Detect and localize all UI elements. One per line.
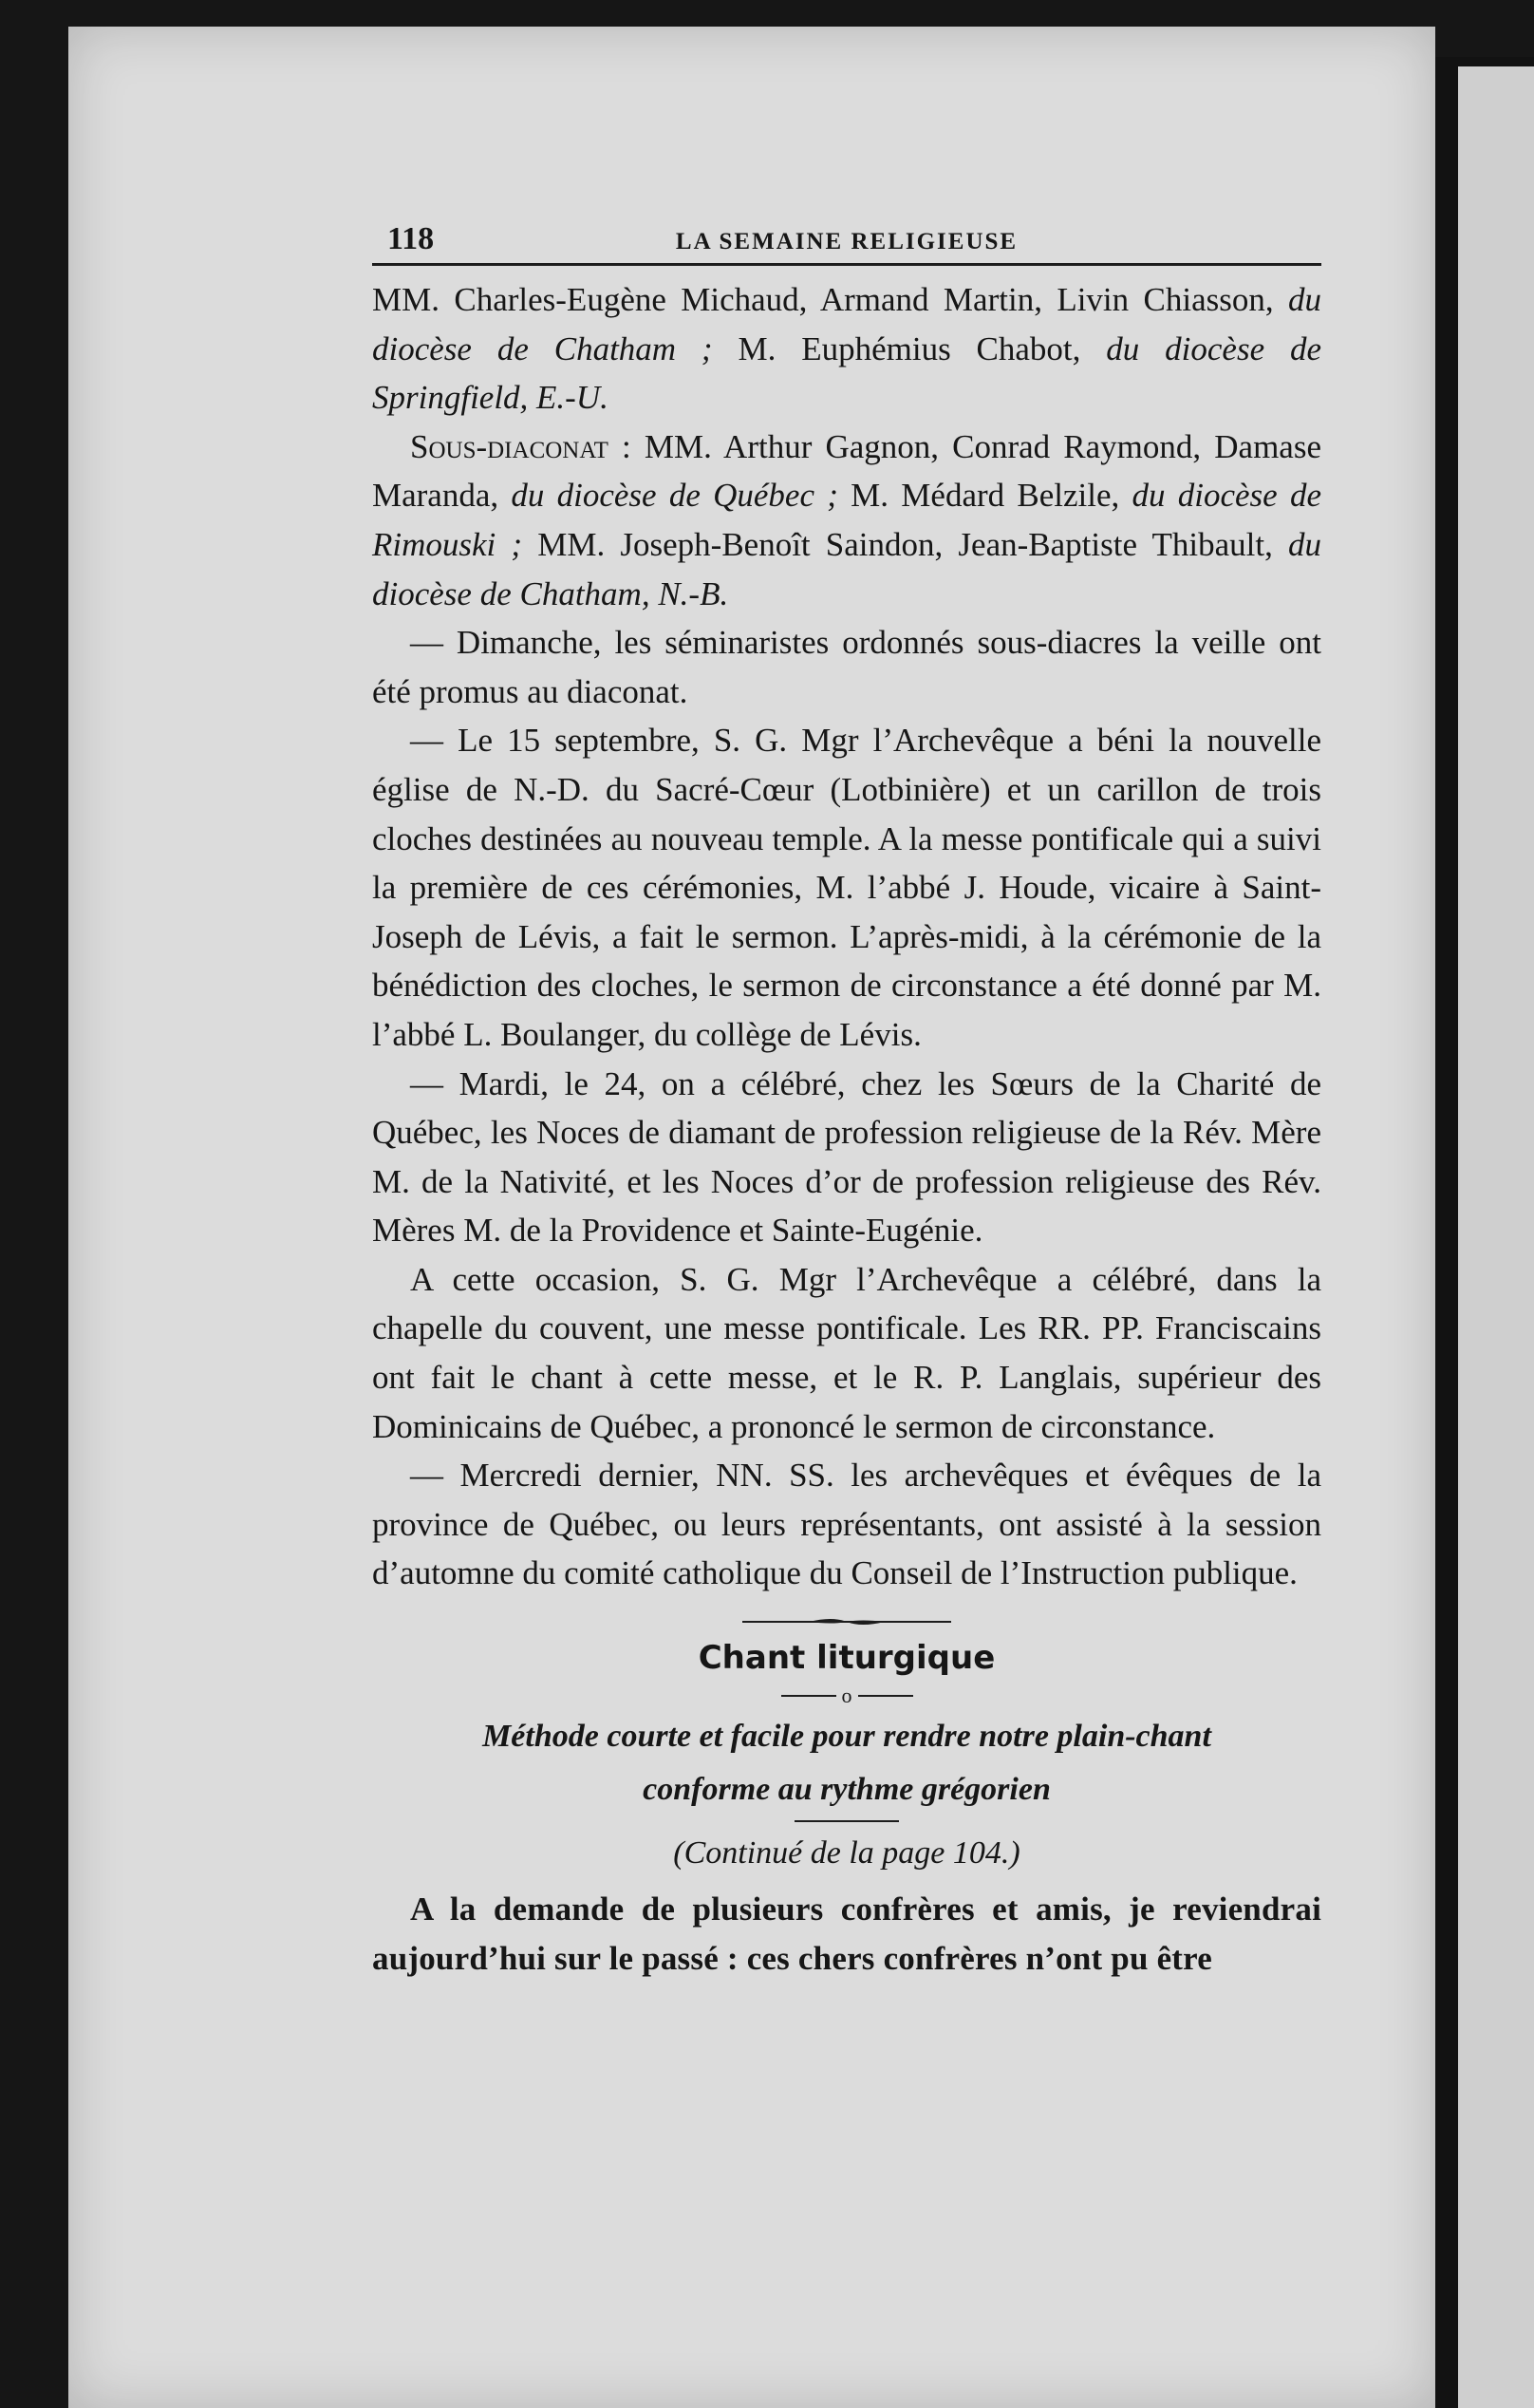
section-subtitle-line-2: conforme au rythme grégorien bbox=[643, 1772, 1051, 1808]
page-header bbox=[372, 214, 1321, 266]
section-title: Chant liturgique bbox=[698, 1639, 996, 1678]
continued-note: (Continué de la page 104.) bbox=[673, 1835, 1020, 1872]
ordination-list-paragraph: MM. Charles-Eugène Michaud, Armand Martin, Livin Chiasson, du diocèse de Chatham ; M. Euphémius Chabot, du diocèse de Springfield, E.-U. bbox=[372, 281, 1322, 417]
news-body bbox=[372, 275, 1321, 1598]
ornament-divider-icon bbox=[742, 1615, 951, 1628]
rule-mark: o bbox=[841, 1684, 852, 1708]
subdiaconate-label: Sous-diaconat bbox=[410, 427, 608, 465]
next-page-edge bbox=[1458, 66, 1534, 2408]
running-title: LA SEMAINE RELIGIEUSE bbox=[675, 229, 1019, 254]
section-subtitle-line-1: Méthode courte et facile pour rendre notre plain-chant bbox=[482, 1719, 1211, 1755]
page-content bbox=[372, 214, 1321, 1983]
jubilee-paragraph: — Mardi, le 24, on a célébré, chez les Sœurs de la Charité de Québec, les Noces de diamant de profession religieuse de la Rév. Mère M. de la Nativité, et les Noces d’or de profession religieuse des Rév. Mères M. de la Providence et Sainte-Eugénie. bbox=[372, 1064, 1321, 1250]
rule-divider bbox=[372, 1682, 1321, 1710]
page-number: 118 bbox=[387, 221, 435, 256]
catholic-committee-paragraph: — Mercredi dernier, NN. SS. les archevêques et évêques de la province de Québec, ou leurs représentants, ont assisté à la session d’automne du comité catholique du Conseil de l’Instruction publique. bbox=[372, 1457, 1321, 1592]
section-opening-paragraph: A la demande de plusieurs confrères et amis, je reviendrai aujourd’hui sur le passé : ces chers confrères n’ont pu être bbox=[372, 1891, 1321, 1977]
diaconate-paragraph: — Dimanche, les séminaristes ordonnés sous-diacres la veille ont été promus au diaconat. bbox=[372, 624, 1321, 710]
church-blessing-paragraph: — Le 15 septembre, S. G. Mgr l’Archevêque a béni la nouvelle église de N.-D. du Sacré-Cœur (Lotbinière) et un carillon de trois cloches destinées au nouveau temple. A la messe pontificale qui a suivi la première de ces cérémonies, M. l’abbé J. Houde, vicaire à Saint-Joseph de Lévis, a fait le sermon. L’après-midi, à la cérémonie de la bénédiction des cloches, le sermon de circonstance a été donné par M. l’abbé L. Boulanger, du collège de Lévis. bbox=[372, 722, 1321, 1053]
short-rule bbox=[795, 1820, 899, 1822]
pontifical-mass-paragraph: A cette occasion, S. G. Mgr l’Archevêque a célébré, dans la chapelle du couvent, une messe pontificale. Les RR. PP. Franciscains ont fait le chant à cette messe, et le R. P. Langlais, supérieur des Dominicains de Québec, a prononcé le sermon de circonstance. bbox=[372, 1260, 1321, 1445]
subdiaconate-paragraph: Sous-diaconat : MM. Arthur Gagnon, Conrad Raymond, Damase Maranda, du diocèse de Québec ; M. Médard Belzile, du diocèse de Rimouski ; MM. Joseph-Benoît Saindon, Jean-Baptiste Thibault, du diocèse de Chatham, N.-B. bbox=[372, 427, 1321, 612]
liturgical-chant-section bbox=[372, 1615, 1321, 1881]
